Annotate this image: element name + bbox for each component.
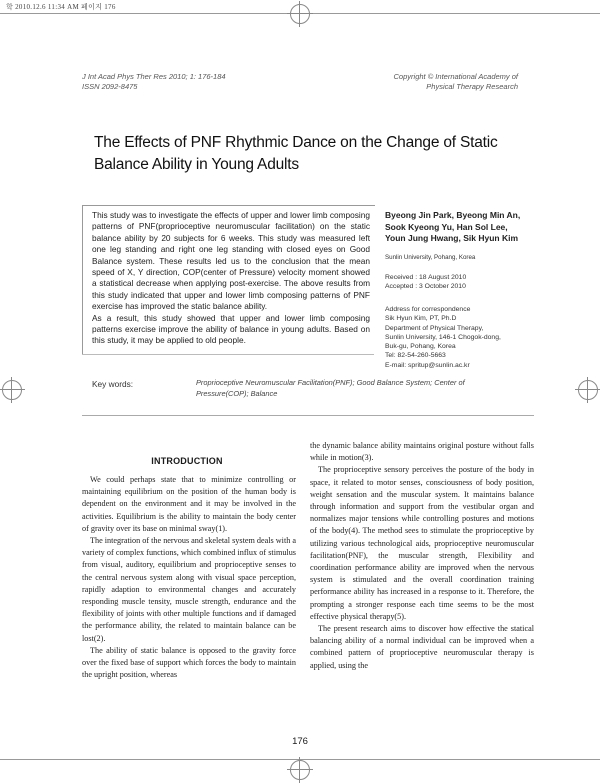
- keywords-label: Key words:: [92, 379, 134, 389]
- author-list: [385, 210, 533, 245]
- introduction-heading: INTRODUCTION: [151, 456, 223, 466]
- correspondence-email[interactable]: E-mail: spritup@sunlin.ac.kr: [385, 361, 470, 369]
- correspondence-line: Sik Hyun Kim, PT, Ph.D: [385, 315, 457, 323]
- registration-mark-top: [290, 4, 310, 24]
- body-paragraph: The ability of static balance is opposed to the gravity force over the fixed base of support which forces the body to maintain the upright position, whereas: [82, 645, 296, 680]
- received-date: Received : 18 August 2010: [385, 274, 467, 281]
- registration-mark-right: [578, 380, 598, 400]
- body-paragraph: The integration of the nervous and skeletal system deals with a variety of complex functions, which combined influx of stimulus from visual, auditory, equilibrium and proprioceptive senses to the central nervous system along with visual space perception, rapidly adaption to environmental changes and accurately responding muscle tensity, muscle strength, endurance and the flexibility of joints with other multiple functions and if damaged the performance ability, the related to maintain balance can be lost(2).: [82, 536, 296, 643]
- author-line: Sook Kyeong Yu, Han Sol Lee,: [385, 221, 508, 232]
- journal-citation-line: J Int Acad Phys Ther Res 2010; 1: 176-184: [82, 72, 226, 81]
- article-dates: [385, 273, 466, 291]
- correspondence-block: [385, 305, 535, 370]
- print-slug: 학 2010.12.6 11:34 AM 페이지 176: [6, 3, 116, 11]
- abstract-frame-bottom: [82, 354, 374, 355]
- section-divider: [82, 415, 534, 416]
- correspondence-line: Buk-gu, Pohang, Korea: [385, 343, 456, 351]
- page-number: 176: [292, 736, 308, 747]
- issn-line: ISSN 2092-8475: [82, 82, 138, 91]
- body-paragraph: the dynamic balance ability maintains original posture without falls while in motion(3).: [310, 441, 534, 463]
- correspondence-line: Sunlin University, 146-1 Chogok-dong,: [385, 333, 501, 341]
- copyright-notice: [394, 72, 518, 92]
- abstract: [92, 210, 370, 347]
- article-title: The Effects of PNF Rhythmic Dance on the Change of Static Balance Ability in Young Adults: [94, 134, 498, 173]
- author-line: Youn Jung Hwang, Sik Hyun Kim: [385, 233, 519, 243]
- affiliation: Sunlin University, Pohang, Korea: [385, 254, 476, 261]
- body-paragraph: The proprioceptive sensory perceives the posture of the body in space, it related to motor senses, consciousness of body position, weight sensation and the muscular system. It maintains balance through information and support from the vestibular organ and normalizes major tensions while controlling postures and motions of the body(4). The method sees to stimulate the proprioceptive by utilizing various technological aids, proprioceptive neuromuscular facilitation(PNF), the muscular strength, Flexibility and coordination performance ability are improved when the nervous system is stimulated and the overall coordination training performance ability has increased in a response to it. Therefore, the prompting a stronger response each time seems to be the most effective physical therapy(5).: [310, 465, 534, 621]
- publisher-line: Physical Therapy Research: [426, 82, 518, 91]
- registration-mark-left: [2, 380, 22, 400]
- body-column-right: [310, 440, 534, 672]
- journal-citation: [82, 72, 226, 92]
- keywords-text: Proprioceptive Neuromuscular Facilitation(PNF); Good Balance System; Center of Pressure(COP); Balance: [196, 378, 465, 398]
- correspondence-phone: Tel: 82-54-260-5663: [385, 352, 446, 360]
- author-line: Byeong Jin Park, Byeong Min An,: [385, 210, 521, 220]
- accepted-date: Accepted : 3 October 2010: [385, 283, 466, 290]
- copyright-line: Copyright © International Academy of: [393, 72, 518, 81]
- correspondence-line: Department of Physical Therapy,: [385, 324, 484, 332]
- body-paragraph: We could perhaps state that to minimize controlling or maintaining equilibrium on the position of the human body is dependent on the environment and it may be involved in the activities. Equilibrium is the ability to maintain the body center of gravity over its base on minimal sway(1).: [82, 475, 296, 533]
- registration-mark-bottom: [290, 760, 310, 780]
- abstract-paragraph: As a result, this study showed that upper and lower limb composing patterns exercise improve the ability of balance in young adults. Based on this study, it may be applied to old people.: [92, 312, 370, 346]
- body-paragraph: The present research aims to discover how effective the statical balancing ability of a normal individual can be improved when a combined pattern of proprioceptive neuromuscular therapy is applied, using the: [310, 624, 534, 670]
- body-column-left: [82, 474, 296, 681]
- correspondence-heading: Address for correspondence: [385, 306, 471, 313]
- abstract-paragraph: This study was to investigate the effects of upper and lower limb composing patterns of PNF(proprioceptive neuromuscular facilitation) on the static balance ability by 20 subjects for 6 weeks. This study was measured left one leg standing and right one leg standing with closed eyes on Good Balance system. These results led us to the conclusion that the mean speed of X, Y direction, COP(center of Pressure) velocity moment showed a statistical decrease when applying post-exercise. The above results from this study indicated that upper and lower limb composing patterns of PNF exercise has improved the static balance ability.: [92, 210, 370, 312]
